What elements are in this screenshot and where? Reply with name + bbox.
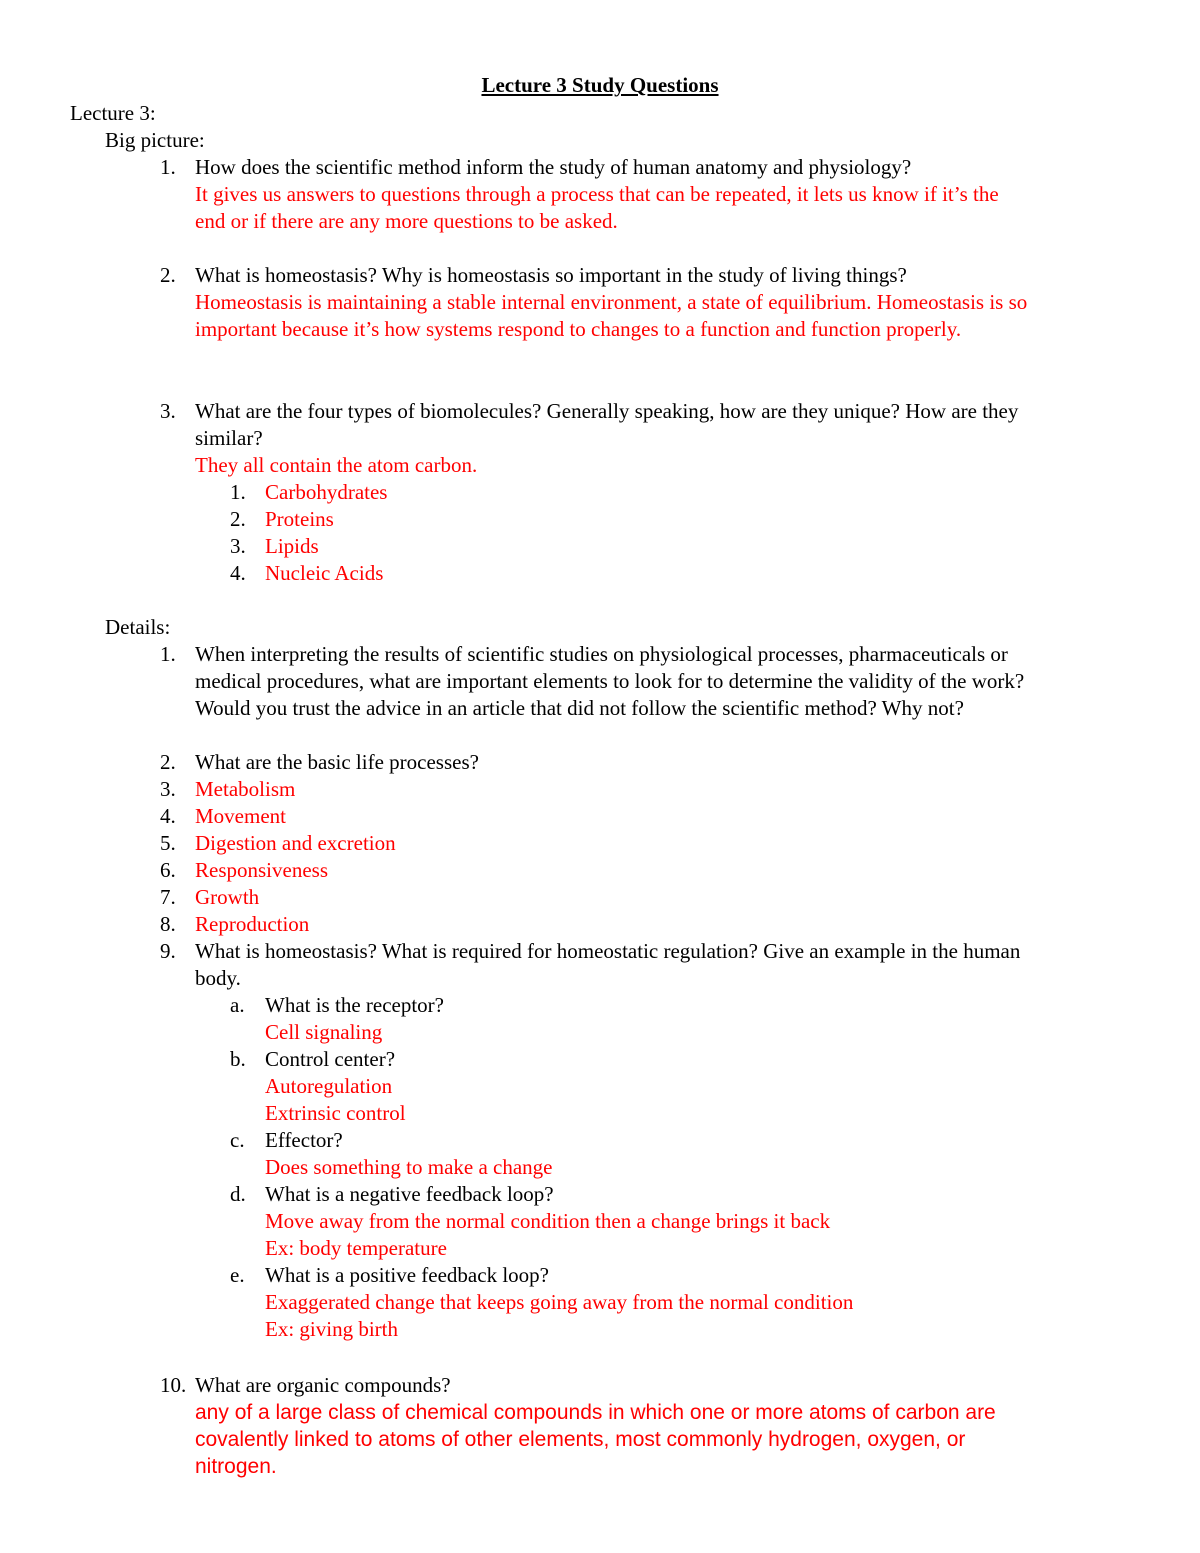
list-number: 3. [160,399,176,423]
answer-text: Extrinsic control [265,1101,406,1125]
sub-question: What is a negative feedback loop? [265,1182,554,1206]
list-number: 3. [160,777,176,801]
life-process-item: Growth [195,885,260,909]
biomolecule-item: Proteins [265,507,334,531]
biomolecule-item: Lipids [265,534,319,558]
sub-letter: e. [230,1263,245,1287]
lecture-label: Lecture 3: [70,101,156,125]
list-number: 7. [160,885,176,909]
list-number: 5. [160,831,176,855]
answer-text: Ex: body temperature [265,1236,447,1260]
list-number: 1. [160,155,176,179]
question-text: medical procedures, what are important elements to look for to determine the validity of the work? [195,669,1025,693]
list-number: 6. [160,858,176,882]
question-text: What are organic compounds? [195,1373,451,1397]
list-number: 1. [230,480,246,504]
answer-text: end or if there are any more questions to be asked. [195,209,618,233]
sub-question: Effector? [265,1128,343,1152]
list-number: 1. [160,642,176,666]
sub-question: What is the receptor? [265,993,444,1017]
answer-text: Homeostasis is maintaining a stable internal environment, a state of equilibrium. Homeostasis is so [195,290,1028,314]
list-number: 9. [160,939,176,963]
sub-letter: a. [230,993,245,1017]
question-text: body. [195,966,241,990]
answer-text: important because it’s how systems respond to changes to a function and function properly. [195,317,962,341]
answer-text: They all contain the atom carbon. [195,453,478,477]
list-number: 3. [230,534,246,558]
sub-question: Control center? [265,1047,396,1071]
answer-text: any of a large class of chemical compounds in which one or more atoms of carbon are [195,1401,996,1424]
sub-letter: c. [230,1128,245,1152]
big-picture-heading: Big picture: [105,128,205,152]
details-heading: Details: [105,615,171,639]
life-process-item: Digestion and excretion [195,831,396,855]
question-text: similar? [195,426,263,450]
question-text: What is homeostasis? What is required for homeostatic regulation? Give an example in the human [195,939,1021,963]
answer-text: nitrogen. [195,1455,277,1478]
sub-letter: b. [230,1047,246,1071]
question-text: Would you trust the advice in an article that did not follow the scientific method? Why not? [195,696,964,720]
list-number: 8. [160,912,176,936]
life-process-item: Movement [195,804,286,828]
sub-letter: d. [230,1182,246,1206]
sub-question: What is a positive feedback loop? [265,1263,549,1287]
question-text: What is homeostasis? Why is homeostasis so important in the study of living things? [195,263,907,287]
page-title: Lecture 3 Study Questions [481,73,719,97]
answer-text: Exaggerated change that keeps going away from the normal condition [265,1290,854,1314]
list-number: 2. [230,507,246,531]
question-text: What are the four types of biomolecules? Generally speaking, how are they unique? How are they [195,399,1019,423]
answer-text: Does something to make a change [265,1155,553,1179]
question-text: How does the scientific method inform the study of human anatomy and physiology? [195,155,912,179]
answer-text: Autoregulation [265,1074,393,1098]
question-text: When interpreting the results of scientific studies on physiological processes, pharmaceuticals or [195,642,1008,666]
biomolecule-item: Nucleic Acids [265,561,384,585]
answer-text: Move away from the normal condition then a change brings it back [265,1209,831,1233]
answer-text: covalently linked to atoms of other elements, most commonly hydrogen, oxygen, or [195,1428,966,1451]
list-number: 4. [160,804,176,828]
answer-text: Cell signaling [265,1020,383,1044]
life-process-item: Metabolism [195,777,296,801]
list-number: 4. [230,561,246,585]
answer-text: Ex: giving birth [265,1317,398,1341]
list-number: 2. [160,263,176,287]
life-process-item: Responsiveness [195,858,328,882]
question-text: What are the basic life processes? [195,750,479,774]
answer-text: It gives us answers to questions through a process that can be repeated, it lets us know if it’s the [195,182,999,206]
list-number: 10. [160,1373,187,1397]
list-number: 2. [160,750,176,774]
biomolecule-item: Carbohydrates [265,480,388,504]
life-process-item: Reproduction [195,912,310,936]
